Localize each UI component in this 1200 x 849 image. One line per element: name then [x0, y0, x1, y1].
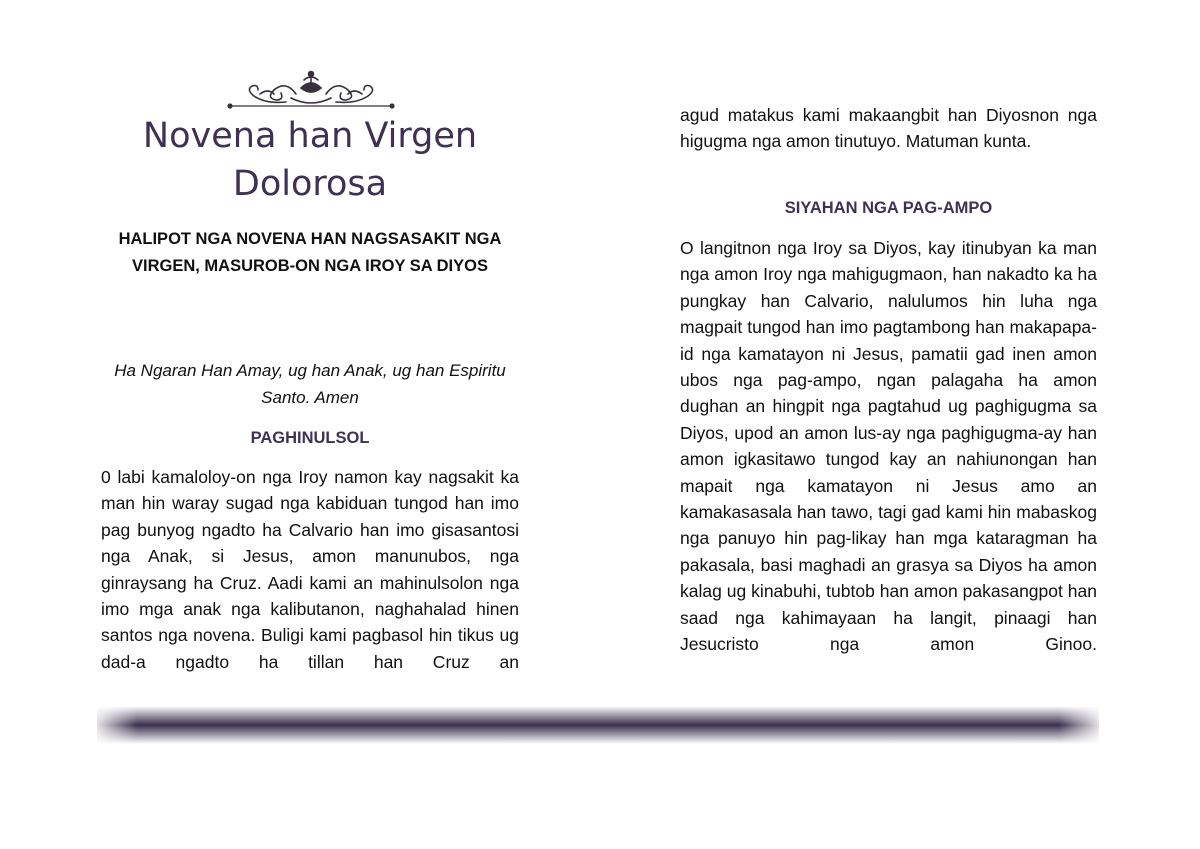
decorative-bottom-bar [97, 706, 1099, 744]
continuation-paragraph: agud matakus kami makaangbit han Diyosnon nga higugma nga amon tinutuyo. Matuman kunta. [680, 105, 1097, 152]
flourish-ornament-icon [226, 68, 396, 112]
section-heading-paghinulsol: PAGHINULSOL [250, 429, 370, 447]
novena-subtitle [101, 226, 519, 279]
paghinulsol-paragraph: 0 labi kamaloloy-on nga Iroy namon kay nagsakit ka man hin waray sugad nga kabiduan tungod han imo pag bunyog ngadto ha Calvario han imo gisasantosi nga Anak, si Jesus, amon manunubos, nga ginraysang ha Cruz. Aadi kami an mahinulsolon nga imo mga anak nga kalibutanon, naghahalad hinen santos nga novena. Buligi kami pagbasol hin tikus ug dad-a ngadto ha tillan han Cruz an [101, 467, 519, 672]
subtitle-line-2: VIRGEN, MASUROB-ON NGA IROY SA DIYOS [131, 256, 488, 275]
invocation-text: Ha Ngaran Han Amay, ug han Anak, ug han Espiritu Santo. Amen [114, 361, 506, 407]
section-heading-siyahan: SIYAHAN NGA PAG-AMPO [784, 199, 993, 217]
document-title: Novena han Virgen Dolorosa [142, 116, 478, 204]
siyahan-paragraph: O langitnon nga Iroy sa Diyos, kay itinubyan ka man nga amon Iroy nga mahigugmaon, han nakadto ka ha pungkay han Calvario, nalulumos hin luha nga magpait tungod han imo pagtambong han makapapa-id nga kamatayon ni Jesus, pamatii gad inen amon ubos nga pag-ampo, ngan palagaha ha amon dughan an hingpit nga pagtahud ug paghigugma sa Diyos, upod an amon lus-ay nga paghigugma-ay han amon igkasitawo tungod kay an nahiunongan han mapait nga kamatayon ni Jesus amo an kamakasasala han tawo, tagi gad kami hin mabaskog nga panuyo hin pag-likay han mga kataragman ha pakasala, basi maghadi an grasya sa Diyos ha amon kalag ug kinabuhi, tubtob han amon pakasangpot han saad nga kahimayaan ha langit, pinaagi han Jesucristo nga amon Ginoo. [680, 238, 1097, 655]
subtitle-line-1: HALIPOT NGA NOVENA HAN NAGSASAKIT NGA [118, 230, 502, 248]
